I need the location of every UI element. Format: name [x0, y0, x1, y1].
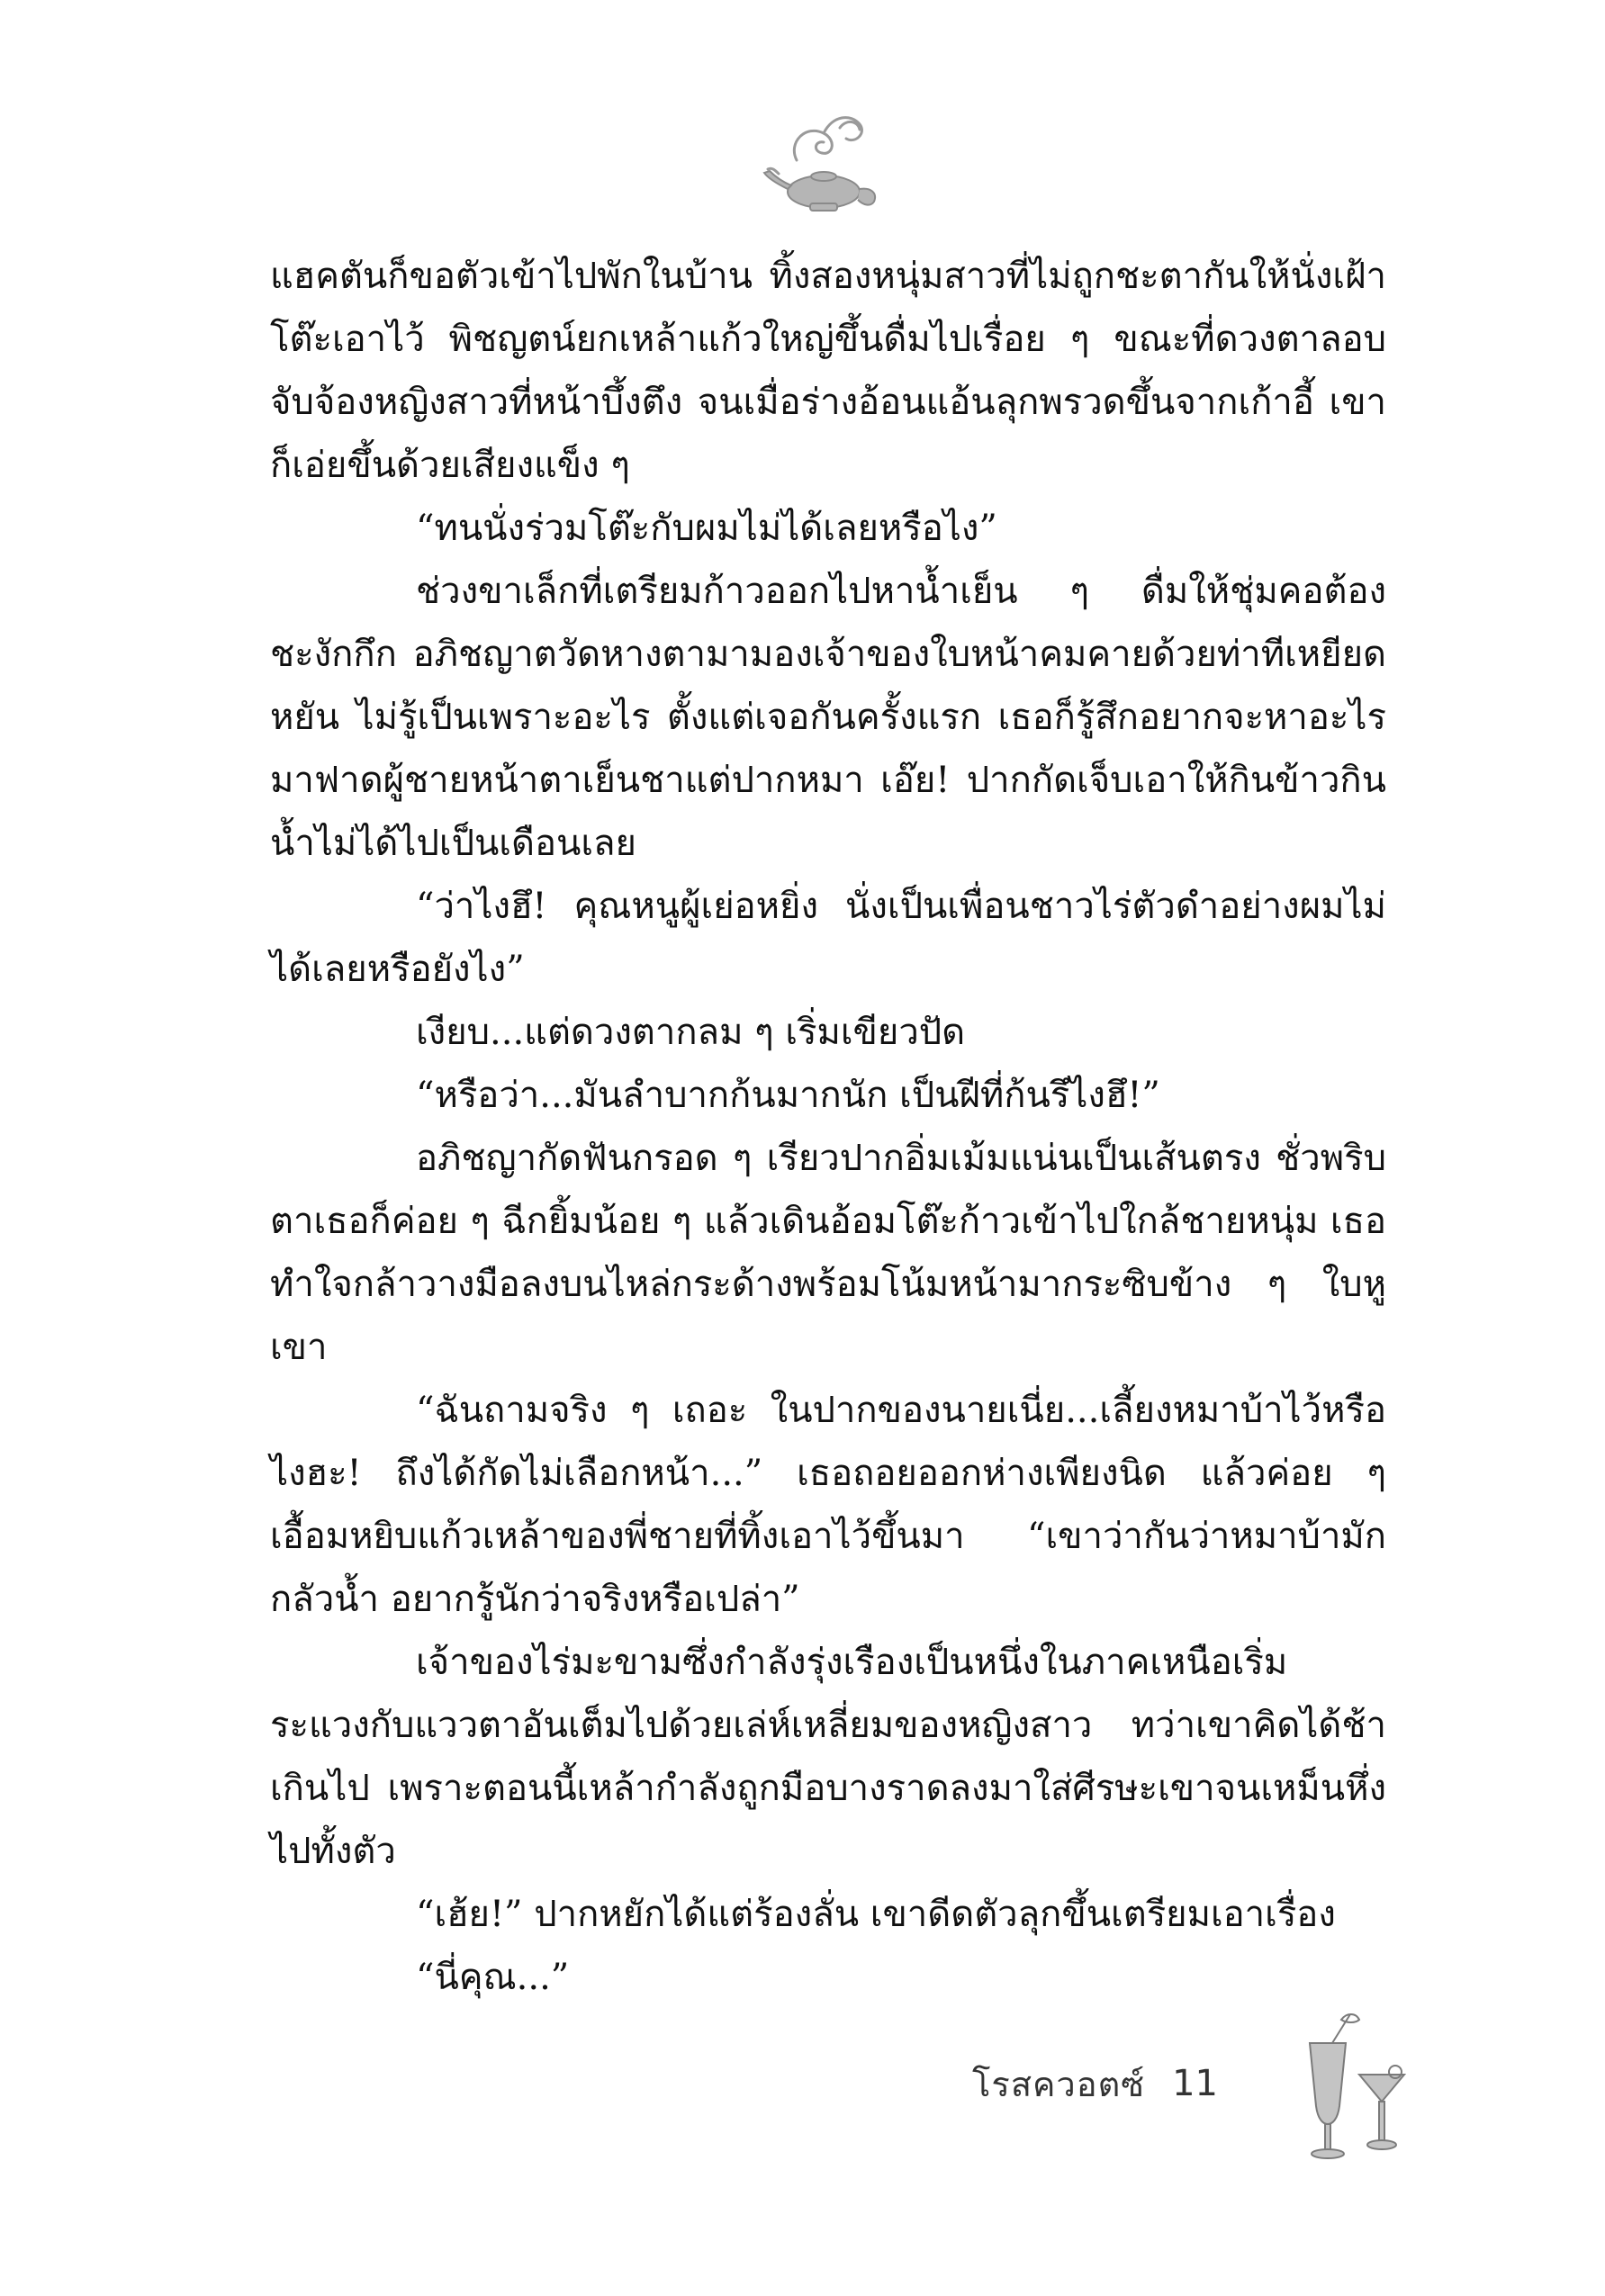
cocktail-glasses-icon: [1296, 2007, 1413, 2165]
paragraph: “ทนนั่งร่วมโต๊ะกับผมไม่ได้เลยหรือไง”: [416, 508, 997, 549]
body-text: [270, 245, 1386, 2009]
paragraph: เจ้าของไร่มะขามซึ่งกำลังรุ่งเรืองเป็นหนึ่งในภาคเหนือเริ่มระแวงกับแววตาอันเต็มไปด้วยเล่ห์เหลี่ยมของหญิงสาว ทว่าเขาคิดได้ช้าเกินไป เพราะตอนนี้เหล้ากำลังถูกมือบางราดลงมาใส่ศีรษะเขาจนเหม็นหึ่งไปทั้งตัว: [270, 1642, 1386, 1872]
paragraph: “ว่าไงฮึ! คุณหนูผู้เย่อหยิ่ง นั่งเป็นเพื่อนชาวไร่ตัวดำอย่างผมไม่ได้เลยหรือยังไง”: [270, 886, 1386, 990]
paragraph: “หรือว่า...มันลำบากก้นมากนัก เป็นฝีที่ก้นรึไงฮึ!”: [416, 1075, 1160, 1116]
paragraph: “นี่คุณ...”: [416, 1957, 570, 1998]
paragraph: แฮคตันก็ขอตัวเข้าไปพักในบ้าน ทิ้งสองหนุ่มสาวที่ไม่ถูกชะตากันให้นั่งเฝ้าโต๊ะเอาไว้ พิชญตน์ยกเหล้าแก้วใหญ่ขึ้นดื่มไปเรื่อย ๆ ขณะที่ดวงตาลอบจับจ้องหญิงสาวที่หน้าบึ้งตึง จนเมื่อร่างอ้อนแอ้นลุกพรวดขึ้นจากเก้าอี้ เขาก็เอ่ยขึ้นด้วยเสียงแข็ง ๆ: [270, 256, 1386, 486]
paragraph: “เฮ้ย!” ปากหยักได้แต่ร้องลั่น เขาดีดตัวลุกขึ้นเตรียมเอาเรื่อง: [416, 1894, 1336, 1935]
paragraph: “ฉันถามจริง ๆ เถอะ ในปากของนายเนี่ย...เลี้ยงหมาบ้าไว้หรือไงฮะ! ถึงได้กัดไม่เลือกหน้า...” เธอถอยออกห่างเพียงนิด แล้วค่อย ๆ เอื้อมหยิบแก้วเหล้าของพี่ชายที่ทิ้งเอาไว้ขึ้นมา “เขาว่ากันว่าหมาบ้ามักกลัวน้ำ อยากรู้นักว่าจริงหรือเปล่า”: [270, 1390, 1386, 1620]
page-number: 11: [1172, 2063, 1218, 2104]
paragraph: ช่วงขาเล็กที่เตรียมก้าวออกไปหาน้ำเย็น ๆ ดื่มให้ชุ่มคอต้องชะงักกึก อภิชญาตวัดหางตามามองเจ้าของใบหน้าคมคายด้วยท่าทีเหยียดหยัน ไม่รู้เป็นเพราะอะไร ตั้งแต่เจอกันครั้งแรก เธอก็รู้สึกอยากจะหาอะไรมาฟาดผู้ชายหน้าตาเย็นชาแต่ปากหมา เอ๊ย! ปากกัดเจ็บเอาให้กินข้าวกินน้ำไม่ได้ไปเป็นเดือนเลย: [270, 571, 1386, 864]
teapot-ornament-icon: [761, 106, 887, 223]
paragraph: เงียบ...แต่ดวงตากลม ๆ เริ่มเขียวปัด: [416, 1012, 966, 1053]
paragraph: อภิชญากัดฟันกรอด ๆ เรียวปากอิ่มเม้มแน่นเป็นเส้นตรง ชั่วพริบตาเธอก็ค่อย ๆ ฉีกยิ้มน้อย ๆ แล้วเดินอ้อมโต๊ะก้าวเข้าไปใกล้ชายหนุ่ม เธอทำใจกล้าวางมือลงบนไหล่กระด้างพร้อมโน้มหน้ามากระซิบข้าง ๆ ใบหูเขา: [270, 1138, 1386, 1368]
page-footer: [972, 2048, 1218, 2120]
running-title: โรสควอตซ์: [972, 2064, 1146, 2104]
